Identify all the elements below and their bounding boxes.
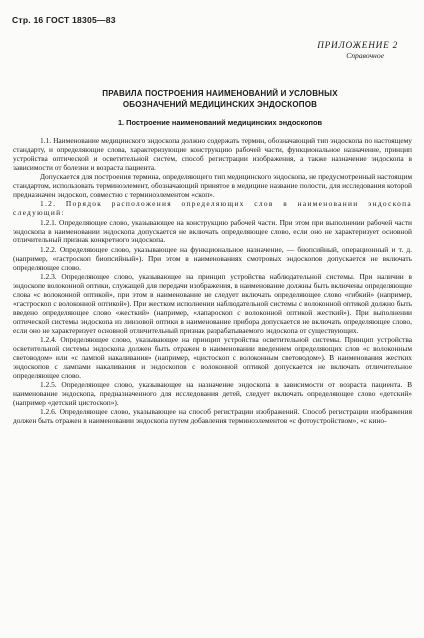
paragraph-1-1: 1.1. Наименование медицинского эндоскопа должно содержать термин, обозначающий тип эндоскопа по настоящему стандарту, и определяющие слова, характеризующие конструкцию рабочей части, функциональное назначение, принцип устройства оптической и осветительной систем, способ регистрации изображения, а также назначение эндоскопа в зависимости от болезни и возраста пациента. <box>13 136 412 172</box>
paragraph-allowance: Допускается для построения термина, определяющего тип медицинского эндоскопа, не предусмотренный настоящим стандартом, использовать терминоэлемент, обозначающий принятое в медицине название полости, для исследования которой предназначен эндоскоп, совместно с терминоэлементом «скоп». <box>13 172 412 199</box>
title-line-2: ОБОЗНАЧЕНИЙ МЕДИЦИНСКИХ ЭНДОСКОПОВ <box>122 100 318 109</box>
paragraph-1-2-2: 1.2.2. Определяющее слово, указывающее на функциональное назначение, — биопсийный, операционный и т. д. (например, «гастроскоп биопсийный»). При этом в наименованиях смотровых эндоскопов допускается не включать определяющее слово. <box>13 244 412 272</box>
appendix-label: ПРИЛОЖЕНИЕ 2 <box>317 40 398 50</box>
paragraph-1-2-3: 1.2.3. Определяющее слово, указывающее на принцип устройства наблюдательной системы. При наличии в эндоскопе волоконной оптики, служащей для передачи изображения, в наименование должны быть включены определяющие слова «с волоконной оптикой», при этом в наименование не следует включать определяющее слово «гибкий» (например, «гастроскоп с волоконной оптикой»). При жестком исполнении наблюдательной системы с волоконной оптикой должно быть введено определяющее слово «жесткий» (например, «лапароскоп с волоконной оптикой жесткий»). При выполнении оптической системы эндоскопа из линзовой оптики в наименование прибора допускается не включать определяющее слово, если оно не характеризует основной отличительный признак разрабатываемого эндоскопа от существующих. <box>13 272 412 335</box>
appendix-note: Справочное <box>346 51 384 60</box>
appendix-block <box>317 40 398 61</box>
paragraph-1-2-5: 1.2.5. Определяющее слово, указывающее на назначение эндоскопа в зависимости от возраста пациента. В наименование эндоскопа, предназначенного для исследования детей, следует включать определяющее слово «детский» (например «детский цистоскоп»). <box>13 379 412 407</box>
title-line-1: ПРАВИЛА ПОСТРОЕНИЯ НАИМЕНОВАНИЙ И УСЛОВНЫХ <box>102 89 338 98</box>
section-heading: 1. Построение наименований медицинских эндоскопов <box>117 118 323 127</box>
paragraph-1-2-1: 1.2.1. Определяющее слово, указывающее на конструкцию рабочей части. При этом при выполнении рабочей части эндоскопа в наименовании эндоскопа допускается не включать определяющее слово, если оно не характеризует основной отличительный признак конкретного эндоскопа. <box>13 217 412 245</box>
body-text <box>13 137 412 427</box>
paragraph-1-2-4: 1.2.4. Определяющее слово, указывающее на принцип устройства осветительной системы. Принцип устройства осветительной системы эндоскопа должен быть отражен в наименовании введением определяющих слов «с волоконным световодом» или «с лампой накаливания» (например, «цистоскоп с волоконным световодом»). В наименования жестких эндоскопов с лампами накаливания и эндоскопов с волоконной оптикой допускается не включать отличительное определяющее слово. <box>13 334 412 380</box>
paragraph-1-2-6: 1.2.6. Определяющее слово, указывающее на способ регистрации изображений. Способ регистрации изображения должен быть отражен в наименовании эндоскопа путем добавления терминоэлементов «с фотоустройством», «с кино- <box>13 407 412 426</box>
paragraph-1-2: 1.2. Порядок расположения определяющих слов в наименовании эндоскопа следующий: <box>13 199 412 218</box>
page-header: Стр. 16 ГОСТ 18305—83 <box>12 15 116 25</box>
document-title <box>40 88 400 110</box>
